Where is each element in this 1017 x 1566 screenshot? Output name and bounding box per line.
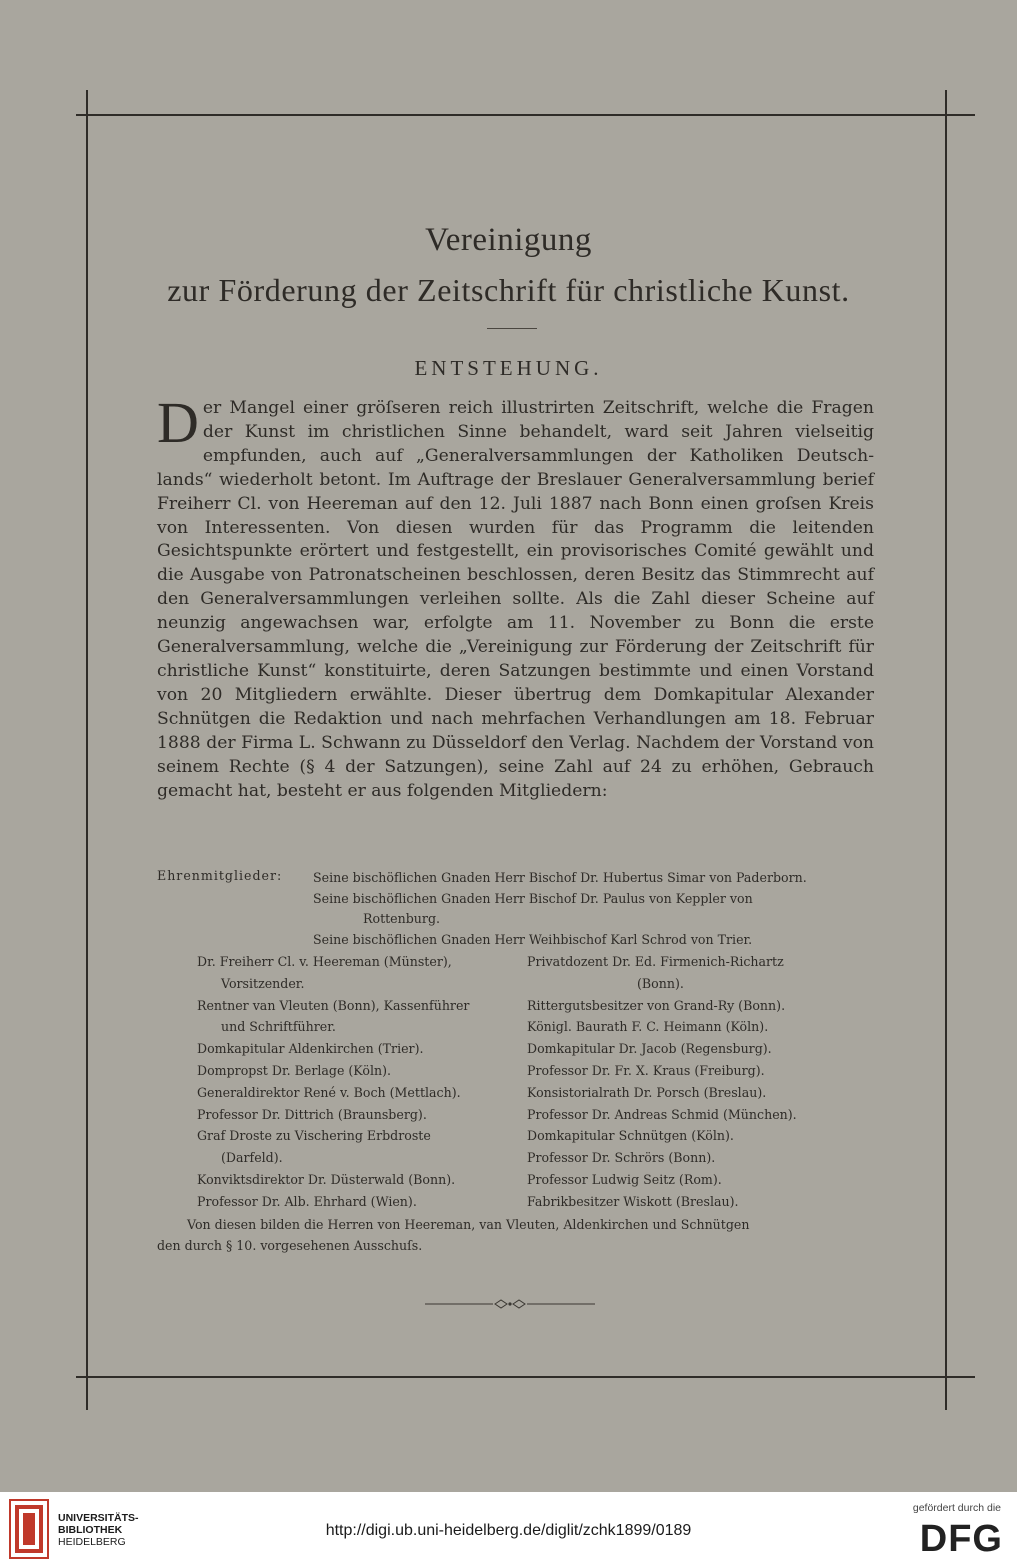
body-line: das Stimmrecht auf den Generalversammlungen verleihen sollte. Als die xyxy=(157,565,874,610)
closing-note xyxy=(157,1214,874,1256)
sponsor-text: gefördert durch die xyxy=(912,1502,1001,1514)
body-line: berief Freiherr Cl. von Heereman auf den 12. Juli 1887 nach Bonn einen xyxy=(157,469,874,514)
member-entry: Professor Dr. Dittrich (Braunsberg). xyxy=(197,1106,427,1122)
honorary-members-list xyxy=(313,868,873,950)
honorary-member: Seine bischöflichen Gnaden Herr Weihbischof Karl Schrod von Trier. xyxy=(313,931,753,947)
dfg-logo: DFG xyxy=(919,1518,1003,1560)
body-line: leitenden Gesichtspunkte erörtert und festgestellt, ein provisorisches Comité xyxy=(157,517,874,562)
body-line: mehrfachen Verhandlungen am 18. Februar 1888 der Firma L. Schwann zu xyxy=(157,708,874,753)
library-line-2: BIBLIOTHEK xyxy=(58,1524,123,1536)
member-entry: Domkapitular Dr. Jacob (Regensburg). xyxy=(527,1041,772,1057)
honorary-members-label: Ehrenmitglieder: xyxy=(157,868,283,883)
ornament-divider xyxy=(425,1297,595,1311)
body-line: zu Bonn die erste Generalversammlung, welche die „Vereinigung zur xyxy=(157,613,874,658)
body-line: er Mangel einer gröſseren reich illustrirten Zeitschrift, welche die xyxy=(202,398,812,418)
member-entry: Domkapitular Schnütgen (Köln). xyxy=(527,1128,734,1144)
title-line-1: Vereinigung xyxy=(425,222,592,258)
member-entry: Dr. Freiherr Cl. v. Heereman (Münster), xyxy=(197,954,452,969)
body-line: vielseitig empfunden, auch auf „Generalversammlungen der Katholiken Deutsch- xyxy=(202,421,874,466)
honorary-member: Seine bischöflichen Gnaden Herr Bischof Dr. Paulus von Keppler von xyxy=(313,890,753,906)
body-line: er aus folgenden Mitgliedern: xyxy=(347,780,608,801)
member-entry: (Darfeld). xyxy=(221,1150,283,1166)
member-entry: (Bonn). xyxy=(637,975,684,991)
member-entry: Rittergutsbesitzer von Grand-Ry (Bonn). xyxy=(527,997,786,1013)
member-entry: Professor Dr. Fr. X. Kraus (Freiburg). xyxy=(527,1062,765,1078)
body-line: gewählt und die Ausgabe von Patronatscheinen beschlossen, deren Besitz xyxy=(157,541,874,586)
body-line: Düsseldorf den Verlag. Nachdem der Vorstand von seinem Rechte (§ 4 xyxy=(157,732,874,777)
body-paragraph xyxy=(157,390,875,803)
member-entry: Professor Dr. Andreas Schmid (München). xyxy=(527,1106,797,1122)
body-line: Satzungen bestimmte und einen Vorstand von 20 Mitgliedern erwählte. Dieser xyxy=(157,660,874,705)
member-entry: Privatdozent Dr. Ed. Firmenich-Richartz xyxy=(527,954,784,969)
body-line: übertrug dem Domkapitular Alexander Schnütgen die Redaktion und nach xyxy=(157,684,874,729)
source-url-link[interactable]: http://digi.ub.uni-heidelberg.de/diglit/zchk1899/0189 xyxy=(325,1522,692,1539)
member-entry: Konviktsdirektor Dr. Düsterwald (Bonn). xyxy=(197,1171,456,1187)
body-line: lands“ wiederholt betont. Im Auftrage der Breslauer Generalversammlung xyxy=(157,469,823,490)
closing-line: Von diesen bilden die Herren von Heereman, van Vleuten, Aldenkirchen und Schnütgen xyxy=(187,1217,750,1232)
member-entry: Königl. Baurath F. C. Heimann (Köln). xyxy=(527,1019,769,1035)
body-line: groſsen Kreis von Interessenten. Von diesen wurden für das Programm die xyxy=(157,493,874,538)
member-entry: Generaldirektor René v. Boch (Mettlach). xyxy=(197,1084,461,1100)
title-line-2: zur Förderung der Zeitschrift für christliche Kunst. xyxy=(167,272,850,308)
library-line-1: UNIVERSITÄTS- xyxy=(58,1512,139,1524)
member-entry: Konsistorialrath Dr. Porsch (Breslau). xyxy=(527,1084,767,1100)
member-entry: Professor Dr. Alb. Ehrhard (Wien). xyxy=(197,1193,417,1209)
drop-cap: D xyxy=(157,390,199,455)
honorary-member-continued: Rottenburg. xyxy=(363,911,441,926)
member-entry: Graf Droste zu Vischering Erbdroste xyxy=(197,1128,431,1144)
frame-top-rule xyxy=(76,114,975,116)
body-line: Fragen der Kunst im christlichen Sinne behandelt, ward seit Jahren xyxy=(202,398,874,442)
member-entry: Dompropst Dr. Berlage (Köln). xyxy=(197,1062,392,1078)
honorary-member: Seine bischöflichen Gnaden Herr Bischof Dr. Hubertus Simar von Paderborn. xyxy=(313,870,807,885)
closing-line: den durch § 10. vorgesehenen Ausschuſs. xyxy=(157,1238,423,1253)
member-entry: Domkapitular Aldenkirchen (Trier). xyxy=(197,1041,424,1057)
body-line: der Satzungen), seine Zahl auf 24 zu erhöhen, Gebrauch gemacht hat, besteht xyxy=(157,756,874,801)
library-line-3: HEIDELBERG xyxy=(58,1536,126,1548)
section-heading: ENTSTEHUNG. xyxy=(414,356,603,380)
members-right-column xyxy=(527,951,877,1213)
member-entry: und Schriftführer. xyxy=(221,1019,336,1035)
member-entry: Fabrikbesitzer Wiskott (Breslau). xyxy=(527,1193,739,1209)
members-left-column xyxy=(197,951,517,1213)
member-entry: Professor Ludwig Seitz (Rom). xyxy=(527,1171,722,1187)
member-entry: Rentner van Vleuten (Bonn), Kassenführer xyxy=(197,997,470,1013)
member-entry: Professor Dr. Schrörs (Bonn). xyxy=(527,1150,716,1166)
body-line: Förderung der Zeitschrift für christliche Kunst“ konstituirte, deren xyxy=(157,637,875,681)
body-line: Zahl dieser Scheine auf neunzig angewachsen war, erfolgte am 11. November xyxy=(157,589,874,634)
title-divider xyxy=(487,328,537,329)
frame-bottom-rule xyxy=(76,1376,975,1378)
member-entry: Vorsitzender. xyxy=(221,975,305,991)
